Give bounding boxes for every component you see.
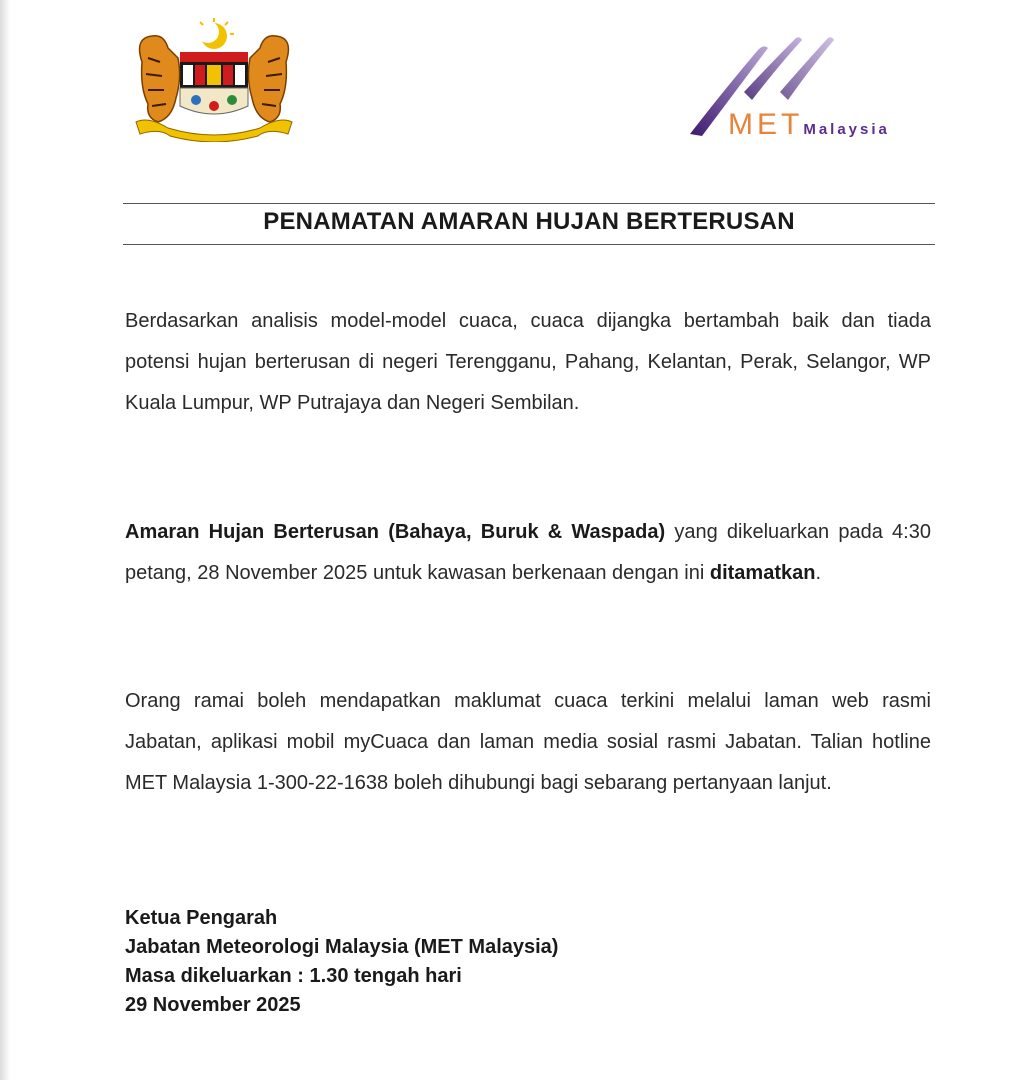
warning-name: Amaran Hujan Berterusan (Bahaya, Buruk & Waspada)	[125, 521, 666, 543]
met-logo-text-big: MET	[728, 108, 804, 141]
signature-title: Ketua Pengarah	[125, 907, 278, 929]
warning-tail: .	[815, 562, 822, 584]
paragraph-weather-analysis: Berdasarkan analisis model-model cuaca, cuaca dijangka bertambah baik dan tiada potensi hujan berterusan di negeri Terengganu, Pahang, Kelantan, Perak, Selangor, WP Kuala Lumpur, WP Putrajaya dan Negeri Sembilan.	[125, 310, 931, 414]
signature-block	[125, 904, 558, 1020]
warning-details: yang dikeluarkan pada 4:30 petang, 28 November 2025 untuk kawasan berkenaan dengan ini	[125, 521, 931, 584]
title-bottom-rule	[123, 244, 935, 245]
signature-department: Jabatan Meteorologi Malaysia (MET Malaysia)	[125, 936, 559, 958]
issued-date: 29 November 2025	[125, 994, 301, 1016]
title-top-rule	[123, 203, 935, 204]
warning-status: ditamatkan	[709, 562, 816, 584]
met-logo-wordmark	[728, 108, 890, 142]
document-title: PENAMATAN AMARAN HUJAN BERTERUSAN	[263, 208, 795, 235]
malaysia-coat-of-arms-icon	[128, 18, 300, 142]
paragraph-public-info: Orang ramai boleh mendapatkan maklumat cuaca terkini melalui laman web rasmi Jabatan, aplikasi mobil myCuaca dan laman media sosial rasmi Jabatan. Talian hotline MET Malaysia 1-300-22-1638 boleh dihubungi bagi sebarang pertanyaan lanjut.	[125, 690, 931, 794]
page-edge-shadow	[0, 0, 10, 1080]
paragraph-warning-ended	[125, 512, 931, 594]
issued-time: Masa dikeluarkan : 1.30 tengah hari	[125, 965, 462, 987]
met-logo-text-small: Malaysia	[803, 121, 890, 138]
